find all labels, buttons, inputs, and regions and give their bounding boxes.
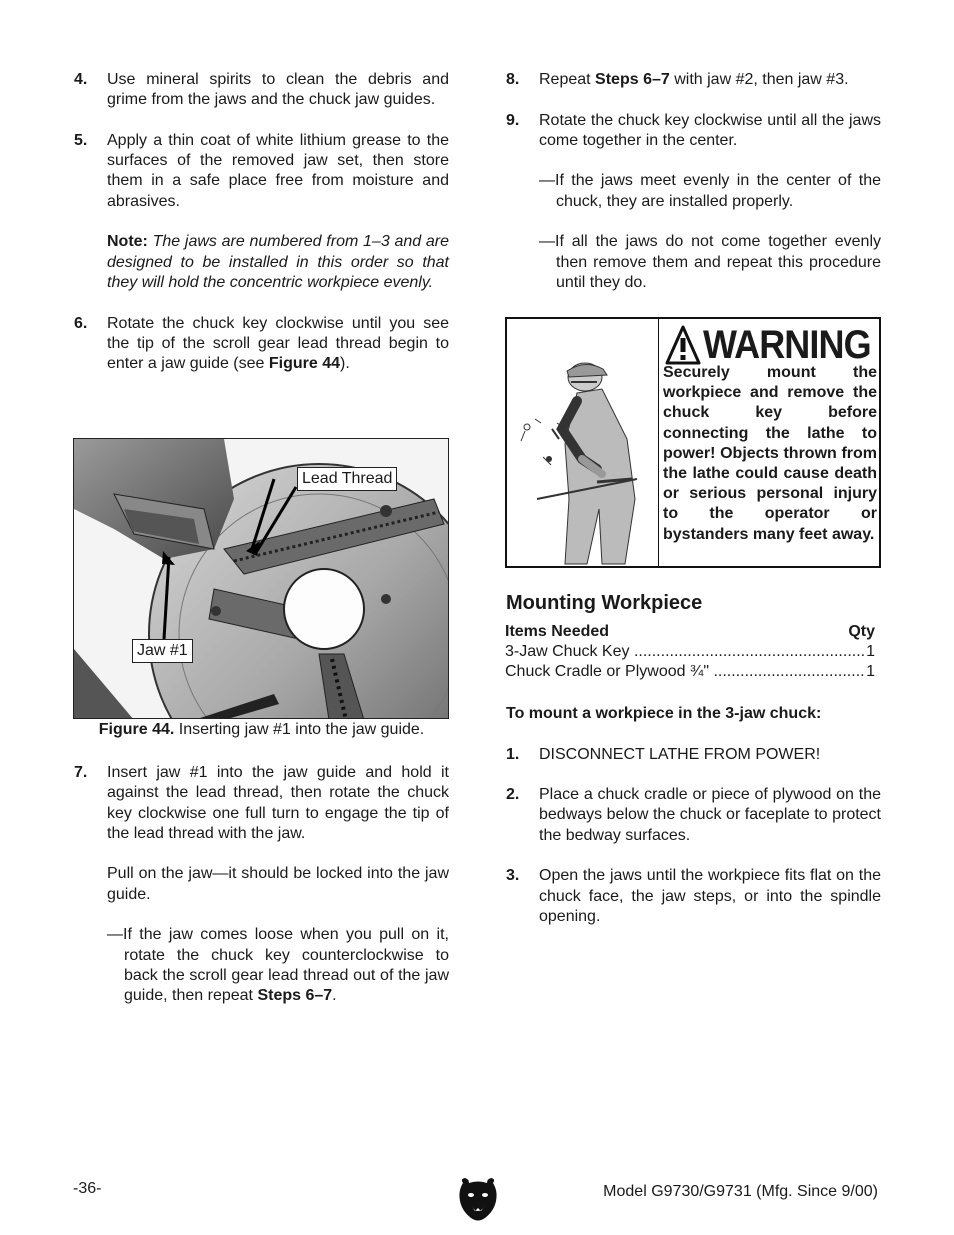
step-7-dash: —If the jaw comes loose when you pull on it, rotate the chuck key counterclockwise to back the scroll gear lead thread out of the jaw guide, then repeat Steps 6–7. (107, 926, 449, 1005)
step-6: 6. Rotate the chuck key clockwise until you see the tip of the scroll gear lead thread begin to enter a jaw guide (see Figure 44). (74, 314, 449, 373)
step-9-dash-1: —If the jaws meet evenly in the center of the chuck, they are installed properly. (539, 172, 881, 210)
note: Note: The jaws are numbered from 1–3 and are designed to be installed in this order so that they will hold the concentric workpiece evenly. (107, 233, 449, 291)
warning-header (663, 323, 877, 367)
warning-title: WARNING (703, 323, 871, 367)
step-7: 7. Insert jaw #1 into the jaw guide and hold it against the lead thread, then rotate the chuck key clockwise one full turn to engage the tip of the lead thread with the jaw. (74, 764, 449, 842)
bear-logo-icon (457, 1177, 499, 1223)
mount-step-3: 3. Open the jaws until the workpiece fits flat on the chuck face, the jaw steps, or into the spindle opening. (506, 867, 881, 925)
step-7-pull: Pull on the jaw—it should be locked into the jaw guide. (107, 865, 449, 903)
model-label: Model G9730/G9731 (Mfg. Since 9/00) (603, 1183, 878, 1200)
step-8: 8. Repeat Steps 6–7 with jaw #2, then jaw #3. (506, 71, 849, 88)
warning-box (505, 317, 881, 568)
items-needed-table (505, 622, 875, 683)
item-row: 3-Jaw Chuck Key ..... 1 (505, 642, 875, 662)
step-4: 4. Use mineral spirits to clean the debris and grime from the jaws and the chuck jaw guides. (74, 71, 449, 109)
right-column (506, 70, 881, 293)
mounting-steps (506, 704, 881, 927)
left-column-lower (74, 763, 449, 1007)
items-header-row: Items Needed Qty (505, 623, 875, 640)
item-row: Chuck Cradle or Plywood ¾" ..... 1 (505, 662, 875, 682)
mount-step-2: 2. Place a chuck cradle or piece of plywood on the bedways below the chuck or faceplate to protect the bedway surfaces. (506, 786, 881, 844)
callout-lead-thread: Lead Thread (297, 467, 397, 491)
operator-illustration (507, 319, 659, 566)
callout-jaw-1: Jaw #1 (132, 639, 193, 663)
warning-text: Securely mount the workpiece and remove the chuck key before connecting the lathe to power! Objects thrown from the lathe could cause death or serious personal injury to the operator or bystanders many feet away. (663, 364, 877, 543)
page-number: -36- (73, 1180, 102, 1197)
section-title: Mounting Workpiece (506, 592, 703, 614)
step-9-dash-2: —If all the jaws do not come together evenly then remove them and repeat this procedure until they do. (539, 233, 881, 291)
warning-triangle-icon (665, 325, 701, 365)
step-5: 5. Apply a thin coat of white lithium grease to the surfaces of the removed jaw set, then store them in a safe place free from moisture and abrasives. (74, 131, 449, 210)
mount-step-1: 1. DISCONNECT LATHE FROM POWER! (506, 745, 821, 763)
mounting-intro: To mount a workpiece in the 3-jaw chuck: (506, 705, 822, 722)
left-column (74, 70, 449, 374)
figure-44 (73, 438, 449, 719)
step-9: 9. Rotate the chuck key clockwise until all the jaws come together in the center. (506, 111, 881, 149)
figure-caption: Figure 44. Inserting jaw #1 into the jaw guide. (98, 721, 425, 738)
